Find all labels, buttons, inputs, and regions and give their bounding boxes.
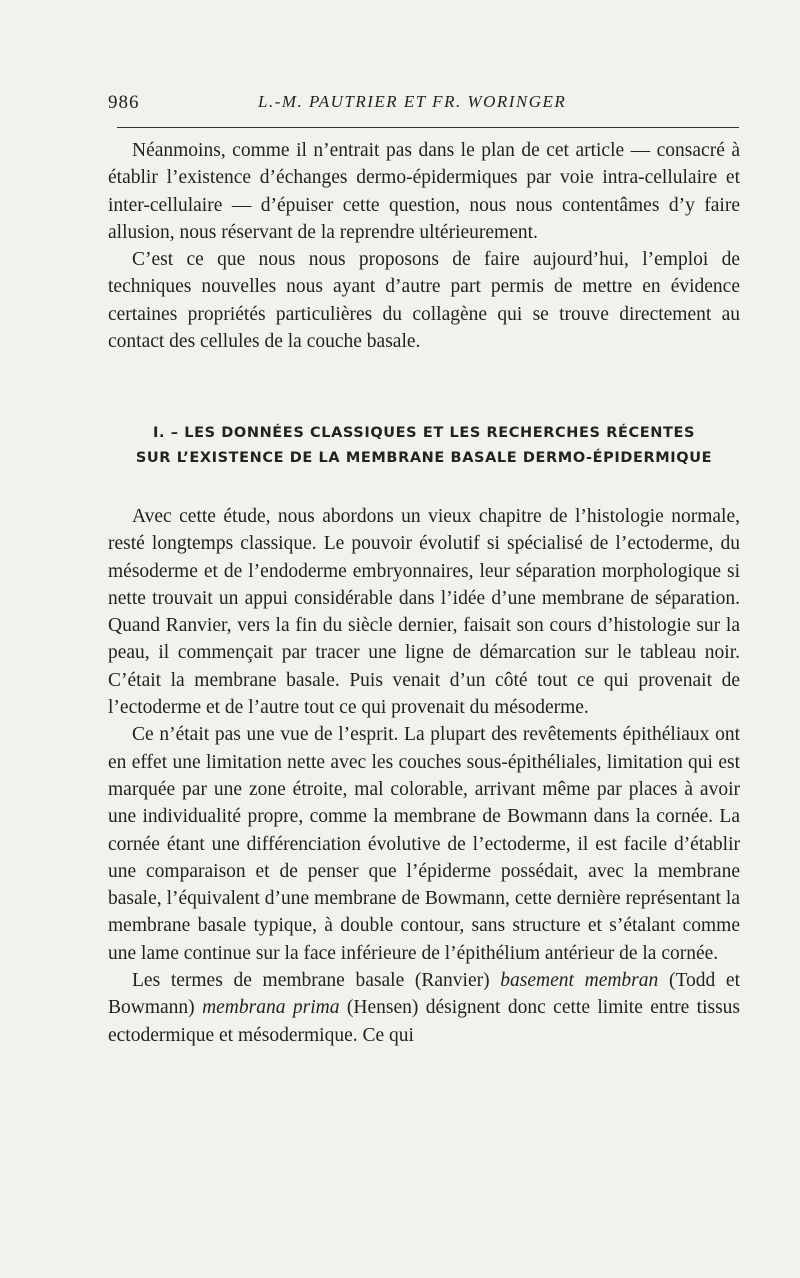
paragraph: Avec cette étude, nous abordons un vieux chapitre de l’histologie normale, resté longtemps classique. Le pouvoir évolutif si spécialisé de l’ectoderme, du mésoderme et de l’endoderme embryonnaires, leur séparation morphologique si nette trouvait un appui considérable dans l’idée d’une membrane de séparation. Quand Ranvier, vers la fin du siècle dernier, faisait son cours d’histologie sur la peau, il commençait par tracer une ligne de démarcation sur le tableau noir. C’était la membrane basale. Puis venait d’un côté tout ce qui provenait de l’ectoderme et de l’autre tout ce qui provenait du mésoderme. xyxy=(108,506,740,719)
paragraph xyxy=(108,967,740,1049)
section-heading-line: SUR L’EXISTENCE DE LA MEMBRANE BASALE DERMO-ÉPIDERMIQUE xyxy=(135,450,713,466)
text-run: (Hensen) désignent donc cette limite entre tissus ectodermique et mésodermique. Ce qui xyxy=(108,997,741,1046)
page-header xyxy=(108,92,740,116)
paragraph: Néanmoins, comme il n’entrait pas dans le plan de cet article — consacré à établir l’existence d’échanges dermo-épidermiques par voie intra-cellulaire et inter-cellulaire — d’épuiser cette question, nous nous contentâmes d’y faire allusion, nous réservant de la reprendre ultérieurement. xyxy=(108,140,740,243)
section-heading xyxy=(108,421,740,471)
italic-term: membrana prima xyxy=(202,997,340,1019)
paragraph: Ce n’était pas une vue de l’esprit. La plupart des revêtements épithéliaux ont en effet une limitation nette avec les couches sous-épithéliales, limitation qui est marquée par une zone étroite, mal colorable, arrivant même par places à avoir une individualité propre, comme la membrane de Bowmann dans la cornée. La cornée étant une différenciation évolutive de l’ectoderme, il est facile d’établir une comparaison et de penser que l’épiderme possédait, avec la membrane basale, l’équivalent d’une membrane de Bowmann, cette dernière représentant la membrane basale typique, à double contour, sans structure et s’étalant comme une lame continue sur la face inférieure de l’épithélium antérieur de la cornée. xyxy=(108,724,740,964)
text-run: Les termes de membrane basale (Ranvier) xyxy=(132,970,501,992)
section-text xyxy=(108,503,740,1049)
section-heading-line: I. – LES DONNÉES CLASSIQUES ET LES RECHERCHES RÉCENTES xyxy=(152,425,695,441)
italic-term: basement membran xyxy=(500,970,659,992)
paragraph: C’est ce que nous nous proposons de faire aujourd’hui, l’emploi de techniques nouvelles nous ayant d’autre part permis de mettre en évidence certaines propriétés particulières du collagène qui se trouve directement au contact des cellules de la couche basale. xyxy=(108,249,740,353)
running-title: L.-M. PAUTRIER ET FR. WORINGER xyxy=(258,92,567,111)
text-run: (Todd et Bowmann) xyxy=(108,970,740,1019)
intro-text xyxy=(108,137,740,355)
header-rule xyxy=(117,127,739,128)
page-number: 986 xyxy=(108,92,140,113)
